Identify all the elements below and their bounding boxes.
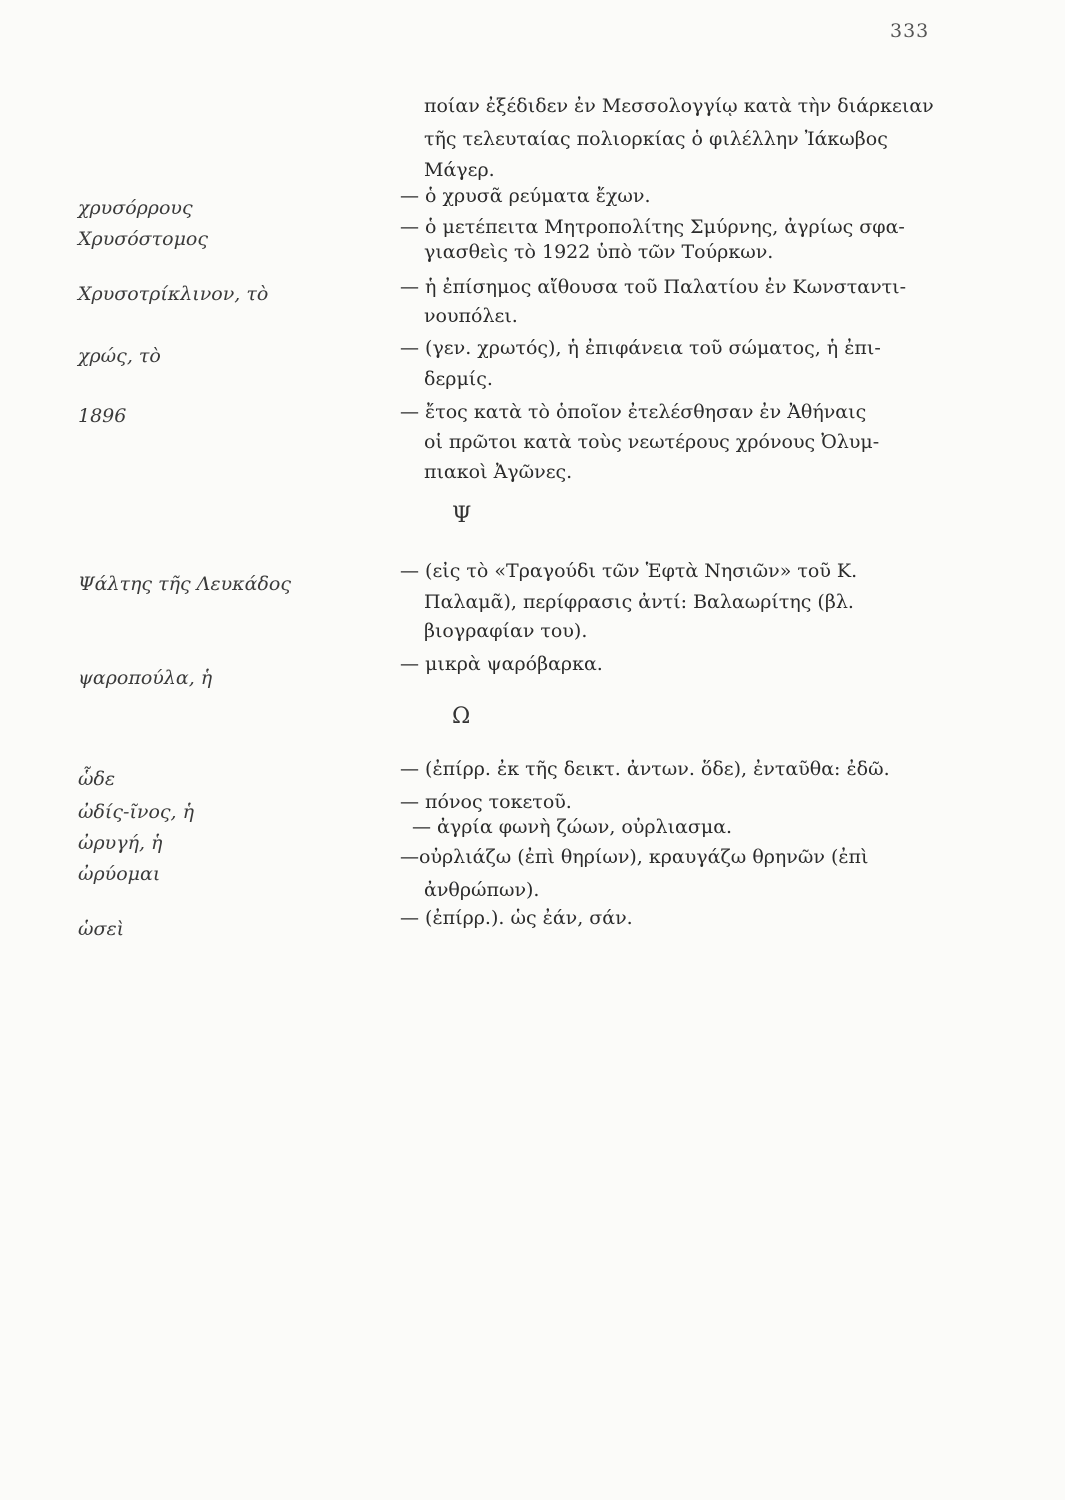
intro-line: Μάγερ. [424, 159, 495, 181]
entry-term: ὡσεὶ [78, 918, 125, 940]
entry-definition-line: οἱ πρῶτοι κατὰ τοὺς νεωτέρους χρόνους Ὀλυμ- [424, 431, 880, 453]
entry-term: ὧδε [78, 768, 116, 790]
entry-definition-line: — ἡ ἐπίσημος αἴθουσα τοῦ Παλατίου ἐν Κωνσταντι- [400, 276, 907, 298]
entry-term: Χρυσόστομος [78, 228, 209, 250]
entry-definition-line: — (ἐπίρρ. ἐκ τῆς δεικτ. ἀντων. ὅδε), ἐνταῦθα: ἐδῶ. [400, 758, 890, 780]
entry-definition-line: ἀνθρώπων). [424, 879, 540, 901]
entry-definition-line: βιογραφίαν του). [424, 620, 588, 642]
entry-definition-line: — ὁ χρυσᾶ ρεύματα ἔχων. [400, 185, 651, 207]
entry-term: Χρυσοτρίκλινον, τὸ [78, 283, 269, 305]
entry-definition-line: δερμίς. [424, 368, 493, 390]
entry-definition-line: — (γεν. χρωτός), ἡ ἐπιφάνεια τοῦ σώματος, ἡ ἐπι- [400, 337, 881, 359]
entry-definition-line: Παλαμᾶ), περίφρασις ἀντί: Βαλαωρίτης (βλ. [424, 591, 854, 613]
entry-term: 1896 [78, 405, 127, 427]
entry-definition-line: — (ἐπίρρ.). ὡς ἐάν, σάν. [400, 907, 633, 929]
entry-definition-line: γιασθεὶς τὸ 1922 ὑπὸ τῶν Τούρκων. [424, 241, 774, 263]
entry-term: χρώς, τὸ [78, 345, 161, 367]
section-letter-omega: Ω [452, 704, 471, 729]
entry-definition-line: πιακοὶ Ἀγῶνες. [424, 461, 573, 483]
entry-definition-line: — πόνος τοκετοῦ. [400, 791, 572, 813]
section-letter-psi: Ψ [452, 503, 472, 528]
page-number: 333 [890, 20, 930, 42]
entry-definition-line: — ἀγρία φωνὴ ζώων, οὐρλιασμα. [412, 816, 733, 838]
entry-definition-line: νουπόλει. [424, 305, 518, 327]
entry-term: ὠρυγή, ἡ [78, 832, 163, 854]
entry-definition-line: — μικρὰ ψαρόβαρκα. [400, 653, 603, 675]
entry-term: χρυσόρρους [78, 197, 193, 219]
entry-definition-line: — ὁ μετέπειτα Μητροπολίτης Σμύρνης, ἀγρίως σφα- [400, 216, 905, 238]
intro-line: τῆς τελευταίας πολιορκίας ὁ φιλέλλην Ἰάκωβος [424, 128, 888, 150]
entry-definition-line: — (εἰς τὸ «Τραγούδι τῶν Ἑφτὰ Νησιῶν» τοῦ Κ. [400, 560, 858, 582]
entry-term: ὠδίς-ῖνος, ἡ [78, 801, 194, 823]
entry-term: Ψάλτης τῆς Λευκάδος [78, 573, 291, 595]
entry-definition-line: — ἔτος κατὰ τὸ ὁποῖον ἐτελέσθησαν ἐν Ἀθήναις [400, 401, 867, 423]
entry-definition-line: —οὐρλιάζω (ἐπὶ θηρίων), κραυγάζω θρηνῶν (ἐπὶ [400, 846, 869, 868]
entry-term: ὠρύομαι [78, 863, 161, 885]
intro-line: ποίαν ἐξέδιδεν ἐν Μεσσολογγίῳ κατὰ τὴν διάρκειαν [424, 95, 934, 117]
entry-term: ψαροπούλα, ἡ [78, 667, 213, 689]
